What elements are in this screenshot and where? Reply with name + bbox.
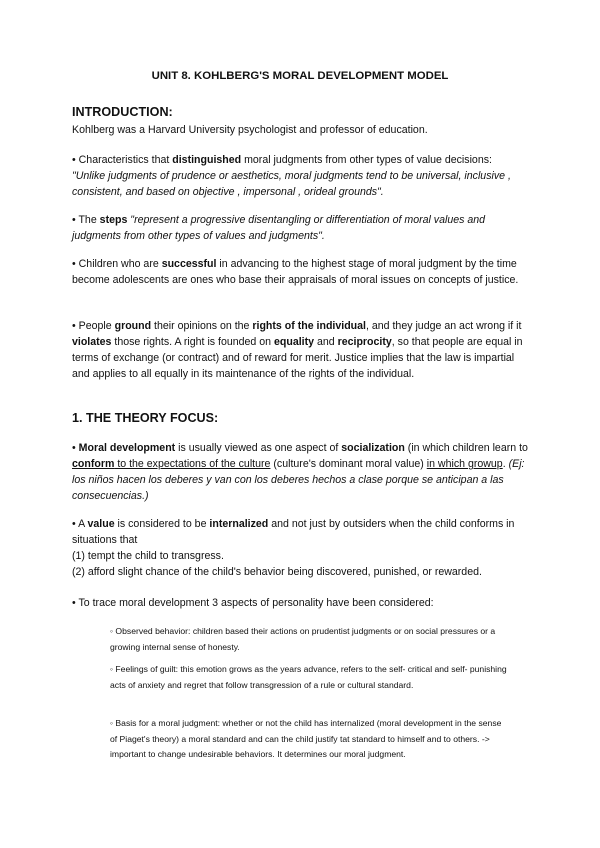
text: • Characteristics that bbox=[72, 154, 173, 166]
text: . bbox=[502, 458, 509, 470]
emphasis: equality bbox=[274, 336, 315, 348]
text: • Children who are bbox=[72, 258, 162, 270]
text: and bbox=[314, 336, 338, 348]
text: their opinions on the bbox=[151, 320, 253, 332]
theory-focus-heading: 1. THE THEORY FOCUS: bbox=[72, 411, 219, 425]
text: • People bbox=[72, 320, 115, 332]
emphasis: Moral development bbox=[78, 442, 176, 454]
text: (culture's dominant moral value) bbox=[270, 458, 427, 470]
text: • A bbox=[72, 518, 88, 530]
text: is considered to be bbox=[114, 518, 210, 530]
text: in advancing to the highest stage of moral judgment by the time become adolescents are ones who base their appraisals of moral issues on concepts of justice. bbox=[72, 258, 519, 286]
example-note: (Ej: los niños hacen los deberes y van con los deberes hechos a clase porque se anticipan a las consecuencias.) bbox=[72, 458, 525, 502]
emphasis: steps bbox=[99, 214, 128, 226]
emphasis: internalized bbox=[209, 518, 269, 530]
aspect-observed-behavior: ◦ Observed behavior: children based their actions on prudentist judgments or on social pressures or a growing internal sense of honesty. bbox=[110, 626, 496, 652]
text: , and they judge an act wrong if it bbox=[365, 320, 522, 332]
emphasis: successful bbox=[161, 258, 217, 270]
text: those rights. A right is founded on bbox=[111, 336, 274, 348]
emphasis: value bbox=[87, 518, 115, 530]
emphasis: socialization bbox=[341, 442, 405, 454]
text: (in which children learn to bbox=[404, 442, 528, 454]
introduction-heading: INTRODUCTION: bbox=[72, 105, 173, 119]
condition-1: (1) tempt the child to transgress. bbox=[72, 550, 224, 562]
intro-paragraph-children bbox=[72, 256, 532, 288]
theory-paragraph-trace: • To trace moral development 3 aspects of personality have been considered: bbox=[72, 597, 434, 609]
intro-line: Kohlberg was a Harvard University psychologist and professor of education. bbox=[72, 124, 428, 136]
aspect-feelings-of-guilt: ◦ Feelings of guilt: this emotion grows as the years advance, refers to the self- critical and self- punishing acts of anxiety and regret that follow transgression of a rule or cultural standard. bbox=[110, 664, 507, 690]
underlined-text: to the expectations of the culture bbox=[114, 458, 271, 470]
text: , so that people are equal in terms of exchange (or contract) and of reward for merit. Justice implies that the law is impartial and applies to all equally in its maintenance of the rights of the individual. bbox=[72, 336, 523, 380]
condition-2: (2) afford slight chance of the child's behavior being discovered, punished, or rewarded. bbox=[72, 566, 482, 578]
emphasis: rights of the individual bbox=[252, 320, 366, 332]
emphasis: reciprocity bbox=[337, 336, 392, 348]
theory-paragraph-value bbox=[72, 516, 532, 580]
underlined-text: in which growup bbox=[426, 458, 503, 470]
emphasis-underlined: conform bbox=[72, 458, 115, 470]
emphasis: distinguished bbox=[172, 154, 242, 166]
emphasis: violates bbox=[72, 336, 112, 348]
text: • The bbox=[72, 214, 100, 226]
quote: "represent a progressive disentangling or differentiation of moral values and judgments from other types of values and judgments". bbox=[72, 214, 486, 242]
quote: "Unlike judgments of prudence or aesthetics, moral judgments tend to be universal, inclusive , consistent, and based on objective , impersonal , orideal grounds". bbox=[72, 170, 511, 198]
emphasis: ground bbox=[114, 320, 152, 332]
intro-paragraph-rights bbox=[72, 318, 532, 382]
aspect-moral-judgment-basis: ◦ Basis for a moral judgment: whether or not the child has internalized (moral development in the sense of Piaget's theory) a moral standard and can the child justify tat standard to himself and to others. -> important to change undesirable behaviors. It determines our moral judgment. bbox=[110, 718, 502, 759]
text: and not just by outsiders when the child conforms in situations that bbox=[72, 518, 515, 546]
intro-paragraph-characteristics bbox=[72, 152, 532, 200]
document-title: UNIT 8. KOHLBERG'S MORAL DEVELOPMENT MODEL bbox=[151, 70, 449, 82]
text: • bbox=[72, 442, 79, 454]
theory-paragraph-moral-development bbox=[72, 440, 532, 504]
text: is usually viewed as one aspect of bbox=[175, 442, 342, 454]
text: moral judgments from other types of value decisions: bbox=[241, 154, 492, 166]
intro-paragraph-steps bbox=[72, 212, 532, 244]
